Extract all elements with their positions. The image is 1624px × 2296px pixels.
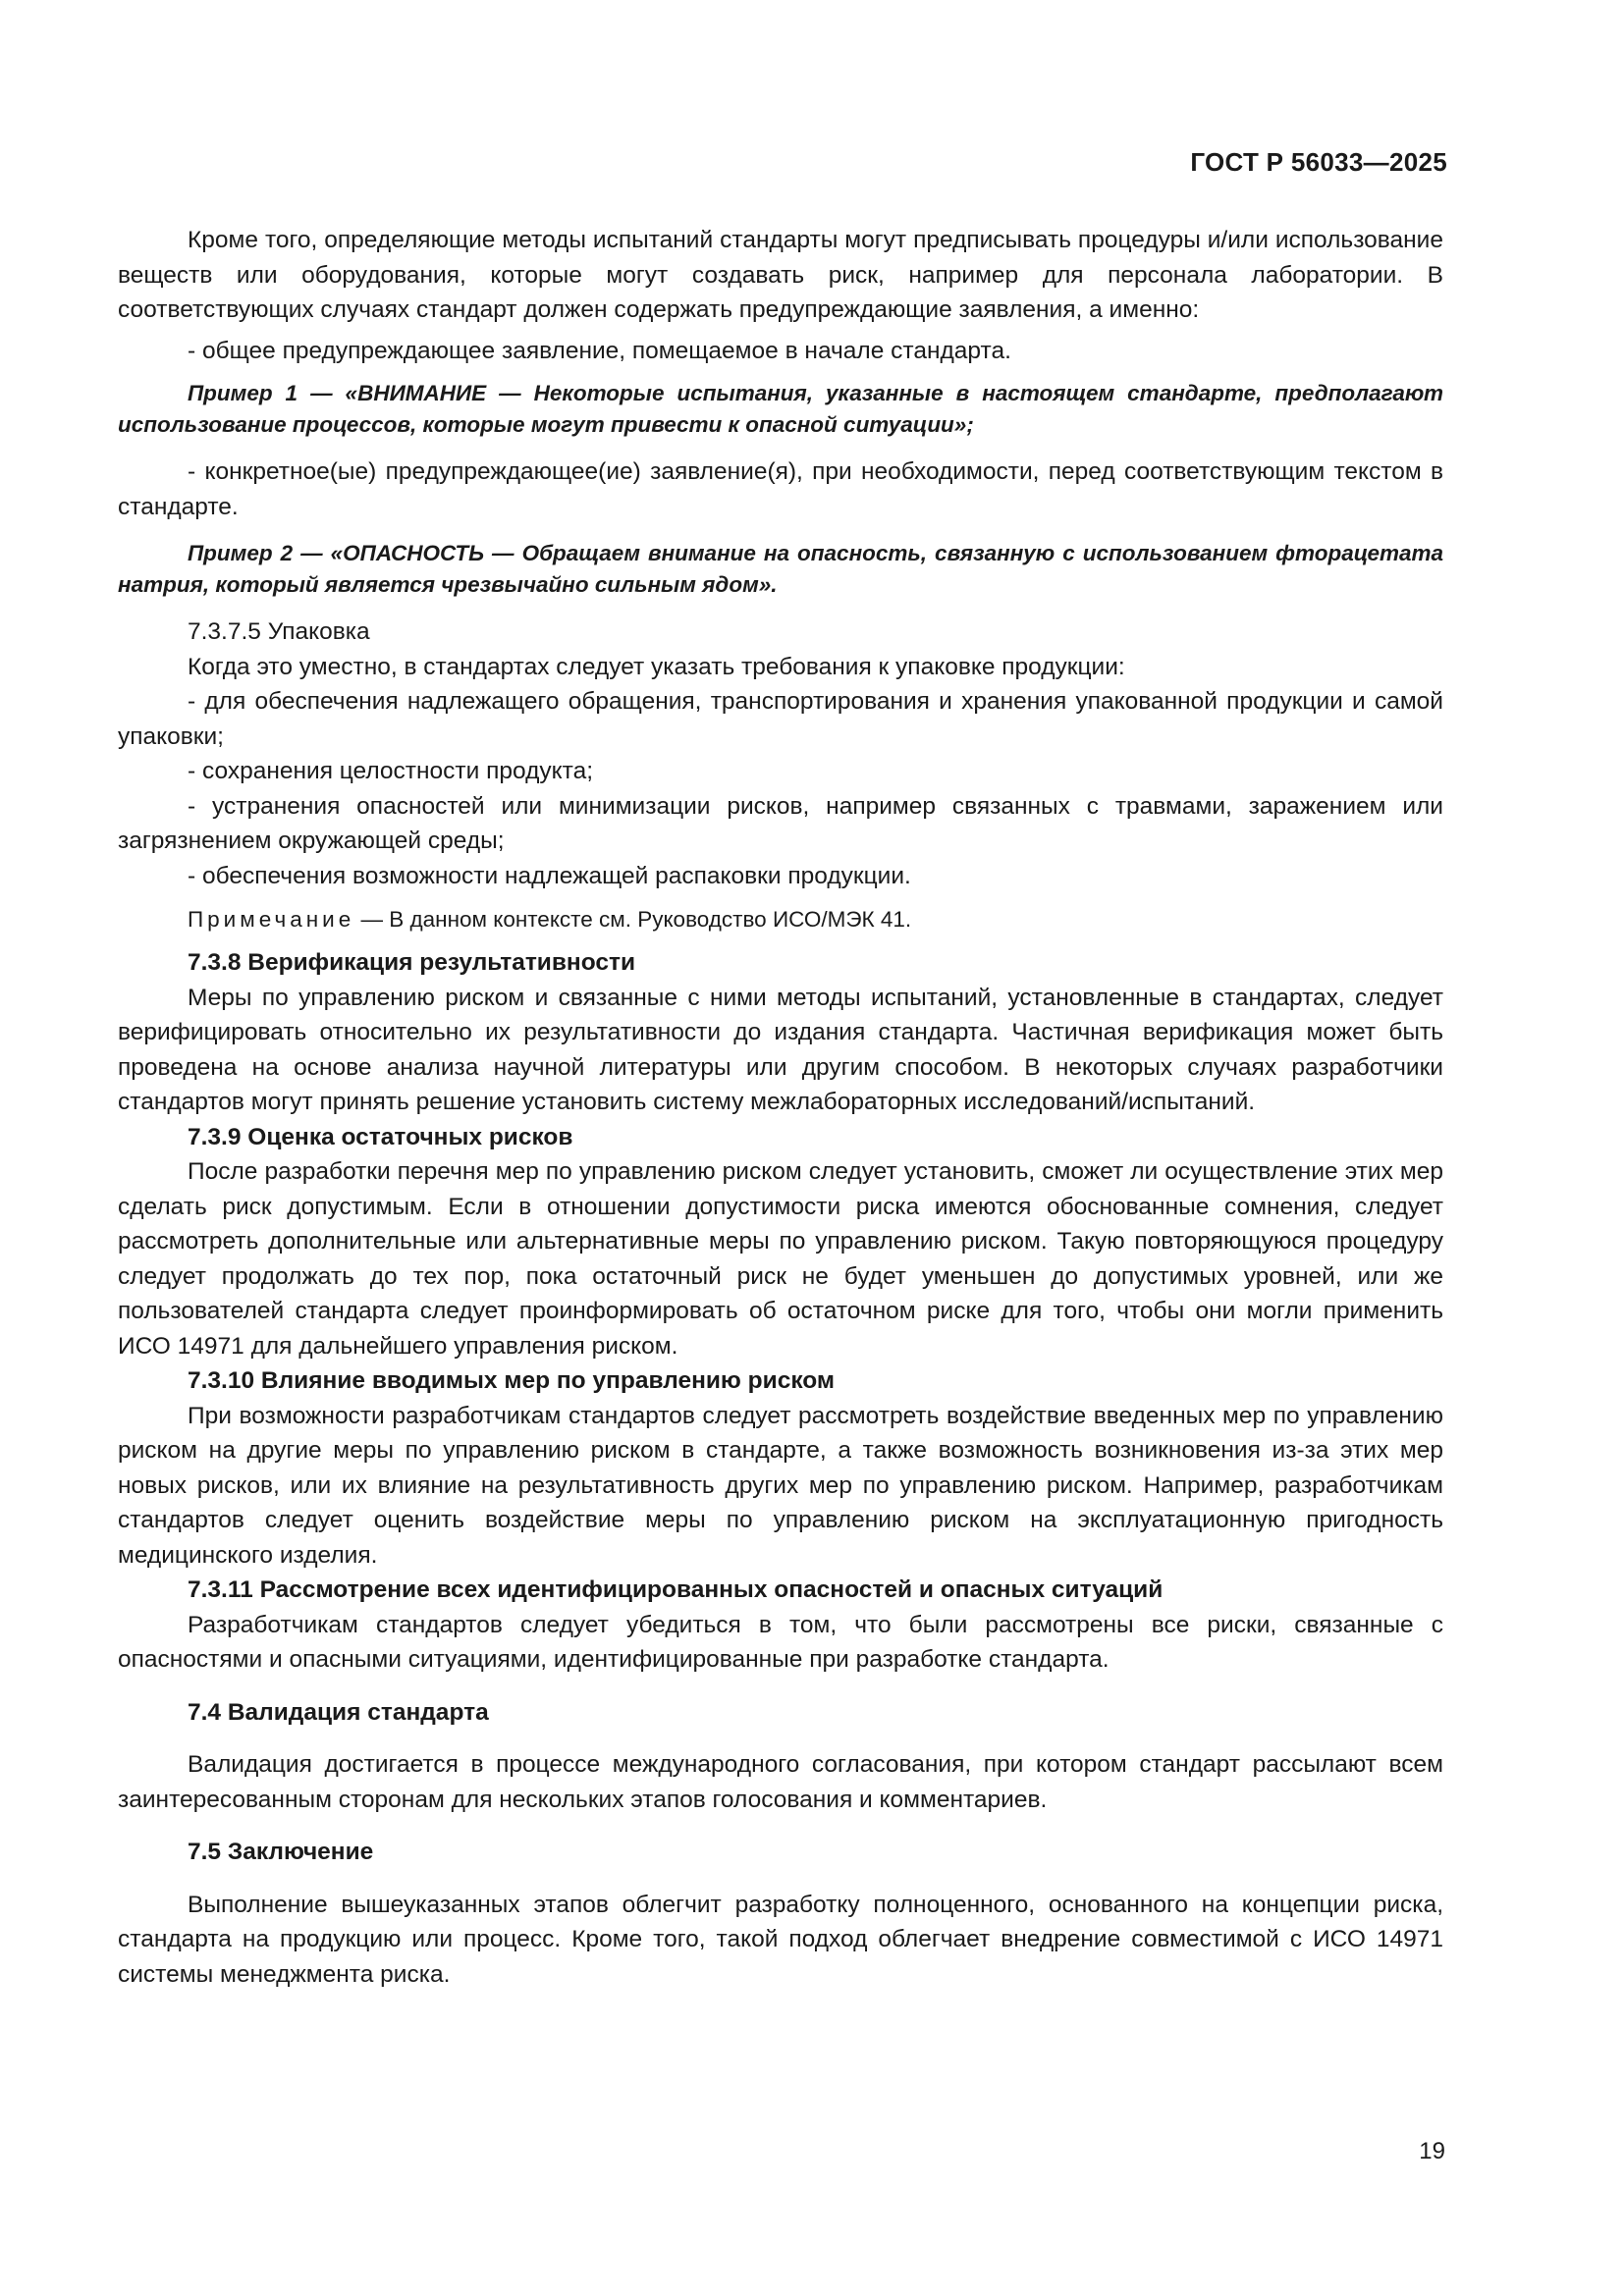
section-7-3-9-title: 7.3.9 Оценка остаточных рисков	[188, 1123, 573, 1150]
section-7-4-text: Валидация достигается в процессе международного согласования, при котором стандарт рассылают всем заинтересованным сторонам для нескольких этапов голосования и комментариев.	[118, 1751, 1443, 1813]
section-7-3-11-text: Разработчикам стандартов следует убедиться в том, что были рассмотрены все риски, связанные с опасностями и опасными ситуациями, идентифицированные при разработке стандарта.	[118, 1611, 1443, 1673]
section-7-3-7-5-title: 7.3.7.5 Упаковка	[188, 618, 370, 645]
list-item: - сохранения целостности продукта;	[188, 758, 594, 784]
list-item: - обеспечения возможности надлежащей распаковки продукции.	[188, 862, 911, 889]
section-7-3-9-text: После разработки перечня мер по управлению риском следует установить, сможет ли осуществление этих мер сделать риск допустимым. Если в отношении допустимости риска имеются обоснованные сомнения, следует рассмотреть дополнительные или альтернативные меры по управлению риском. Такую повторяющуюся процедуру следует продолжать до тех пор, пока остаточный риск не будет уменьшен до допустимых уровней, или же пользователей стандарта следует проинформировать об остаточном риске для того, чтобы они могли применить ИСО 14971 для дальнейшего управления риском.	[118, 1158, 1443, 1360]
section-7-5-title: 7.5 Заключение	[188, 1839, 374, 1865]
example-1: Пример 1 — «ВНИМАНИЕ — Некоторые испытания, указанные в настоящем стандарте, предполагают использование процессов, которые могут привести к опасной ситуации»;	[118, 381, 1443, 437]
section-7-5-text: Выполнение вышеуказанных этапов облегчит разработку полноценного, основанного на концепции риска, стандарта на продукцию или процесс. Кроме того, такой подход облегчает внедрение совместимой с ИСО 14971 системы менеджмента риска.	[118, 1891, 1443, 1988]
list-item: - устранения опасностей или минимизации рисков, например связанных с травмами, заражением или загрязнением окружающей среды;	[118, 792, 1443, 854]
list-item: - для обеспечения надлежащего обращения, транспортирования и хранения упакованной продукции и самой упаковки;	[118, 688, 1443, 750]
list-item-general-warning: - общее предупреждающее заявление, помещаемое в начале стандарта.	[188, 337, 1011, 364]
section-7-4-title: 7.4 Валидация стандарта	[188, 1698, 489, 1726]
note-text: — В данном контексте см. Руководство ИСО/МЭК 41.	[354, 907, 912, 932]
example-2: Пример 2 — «ОПАСНОСТЬ — Обращаем внимание на опасность, связанную с использованием фторацетата натрия, который является чрезвычайно сильным ядом».	[118, 541, 1443, 597]
section-7-3-10-text: При возможности разработчикам стандартов следует рассмотреть воздействие введенных мер по управлению риском на другие меры по управлению риском в стандарте, а также возможность возникновения из-за этих мер новых рисков, или их влияние на результативность других мер по управлению риском. Например, разработчикам стандартов следует оценить воздействие меры по управлению риском на эксплуатационную пригодность медицинского изделия.	[118, 1402, 1443, 1569]
note-label: Примечание	[188, 907, 355, 932]
section-7-3-7-5-intro: Когда это уместно, в стандартах следует указать требования к упаковке продукции:	[188, 653, 1125, 680]
section-7-3-8-title: 7.3.8 Верификация результативности	[188, 949, 636, 976]
section-7-3-11-title: 7.3.11 Рассмотрение всех идентифицированных опасностей и опасных ситуаций	[188, 1576, 1164, 1603]
page-body	[118, 223, 1443, 1992]
section-7-3-8-text: Меры по управлению риском и связанные с ними методы испытаний, установленные в стандартах, следует верифицировать относительно их результативности до издания стандарта. Частичная верификация может быть проведена на основе анализа научной литературы или другим способом. В некоторых случаях разработчики стандартов могут принять решение установить систему межлабораторных исследований/испытаний.	[118, 984, 1443, 1115]
document-code: ГОСТ Р 56033—2025	[1190, 147, 1447, 177]
paragraph-intro: Кроме того, определяющие методы испытаний стандарты могут предписывать процедуры и/или использование веществ или оборудования, которые могут создавать риск, например для персонала лаборатории. В соответствующих случаях стандарт должен содержать предупреждающие заявления, а именно:	[118, 227, 1443, 323]
section-7-3-10-title: 7.3.10 Влияние вводимых мер по управлению риском	[188, 1367, 836, 1394]
list-item-specific-warning: - конкретное(ые) предупреждающее(ие) заявление(я), при необходимости, перед соответствующим текстом в стандарте.	[118, 458, 1443, 520]
page-number: 19	[1419, 2138, 1445, 2164]
note	[118, 903, 1443, 935]
